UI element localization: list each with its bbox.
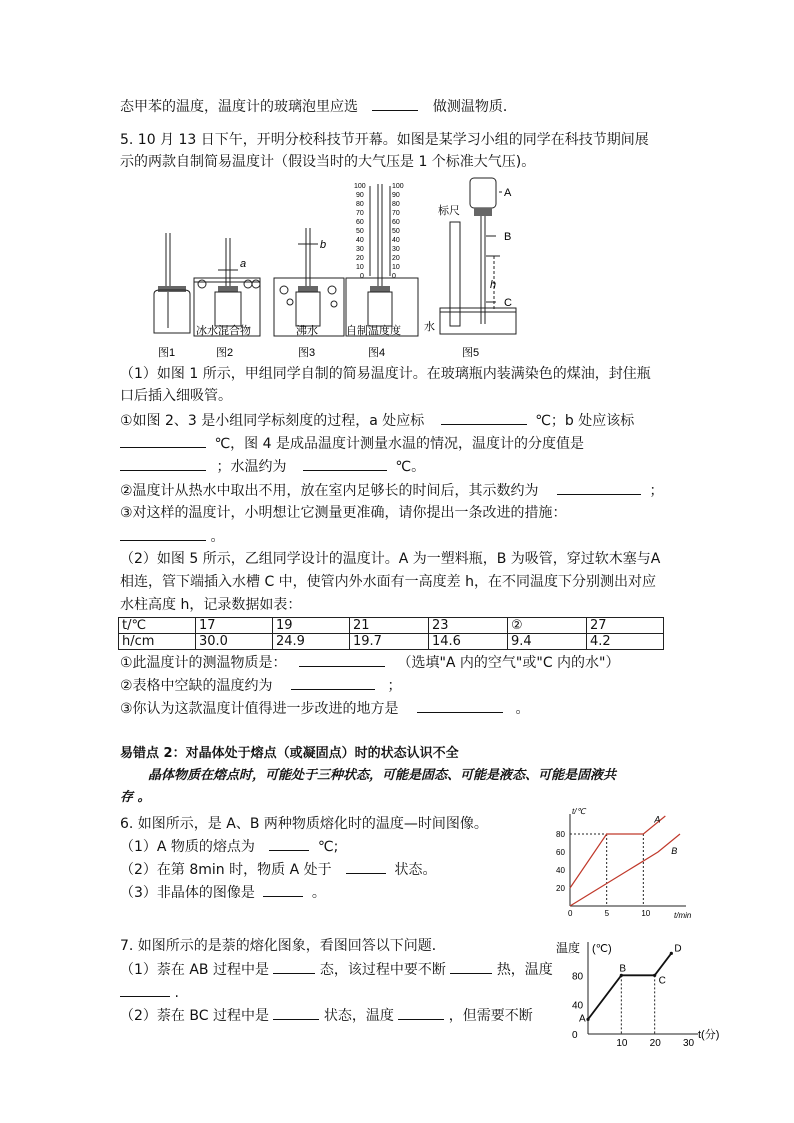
sub-3-cont — [120, 526, 224, 547]
table-cell: t/℃ — [119, 618, 196, 634]
text: （2）在第 8min 时，物质 A 处于 — [120, 862, 332, 878]
chart-naphthalene — [556, 938, 720, 1050]
text: （选填"A 内的空气"或"C 内的水"） — [397, 655, 620, 671]
answer-blank[interactable] — [450, 959, 492, 974]
x-tick-label: 30 — [683, 1038, 695, 1049]
x-tick-label: 5 — [604, 909, 610, 918]
svg-text:80: 80 — [356, 201, 364, 208]
label-water: 水 — [424, 321, 435, 333]
q7-1-cont — [120, 982, 179, 1003]
sub-3: ③对这样的温度计，小明想让它测量更准确，请你提出一条改进的措施： — [120, 505, 567, 521]
y-tick-label: 60 — [556, 848, 565, 857]
table-cell: 19 — [273, 618, 350, 634]
thermometer-figures — [150, 178, 530, 362]
table-cell: 17 — [196, 618, 273, 634]
q7-1 — [120, 959, 553, 980]
label-h: h — [490, 279, 497, 291]
answer-blank[interactable] — [120, 433, 206, 448]
text: ； — [649, 483, 664, 499]
x-tick-label: 0 — [568, 909, 573, 918]
point-label: B — [619, 963, 627, 975]
svg-text:90: 90 — [392, 192, 400, 199]
figure-3 — [274, 228, 344, 336]
figure-1 — [154, 233, 190, 333]
svg-text:70: 70 — [392, 210, 400, 217]
part-1: （1）如图 1 所示，甲组同学自制的简易温度计。在玻璃瓶内装满染色的煤油，封住瓶 — [120, 366, 651, 382]
caption-fig2: 图2 — [216, 347, 234, 359]
text: 做测温物质． — [432, 99, 517, 115]
label-b: b — [320, 239, 327, 251]
hint-body: 晶体物质在熔点时，可能处于三种状态，可能是固态、可能是液态、可能是固液共 — [148, 768, 617, 783]
series-label-B: B — [671, 845, 678, 856]
caption-fig5: 图5 — [462, 347, 480, 359]
table-cell: h/cm — [119, 634, 196, 650]
text: ； — [387, 678, 402, 694]
x-tick-label: 20 — [649, 1038, 661, 1049]
svg-text:20: 20 — [356, 255, 364, 262]
y-axis-label: t/℃ — [572, 807, 586, 816]
point-label: D — [674, 943, 682, 955]
text: ℃; — [317, 839, 339, 855]
chart-6-plot — [556, 807, 692, 920]
figure-2 — [194, 238, 260, 336]
table-row — [119, 634, 664, 650]
table-cell: 21 — [350, 618, 429, 634]
answer-blank[interactable] — [273, 959, 315, 974]
point-label: C — [658, 975, 666, 987]
x-axis-label: t/min — [674, 911, 692, 920]
svg-text:90: 90 — [356, 192, 364, 199]
q6-2 — [120, 859, 437, 880]
table-cell: 4.2 — [587, 634, 664, 650]
y-tick-label: 80 — [556, 830, 565, 839]
y-tick-label: 80 — [572, 971, 584, 983]
text: ②表格中空缺的温度约为 — [120, 678, 273, 694]
y-axis-unit: (℃) — [592, 943, 612, 955]
answer-blank[interactable] — [398, 1005, 444, 1020]
text: （2）萘在 BC 过程中是 — [120, 1008, 269, 1024]
svg-text:0: 0 — [392, 273, 396, 280]
svg-text:100: 100 — [392, 183, 404, 190]
sub-1-cont2 — [120, 456, 425, 477]
text: 。 — [210, 529, 225, 545]
caption-fig1: 图1 — [158, 347, 176, 359]
text: 热，温度 — [496, 962, 553, 978]
answer-blank[interactable] — [120, 982, 170, 997]
label-C: C — [504, 297, 512, 309]
data-point — [586, 1018, 589, 1021]
text: 态甲苯的温度，温度计的玻璃泡里应选 — [120, 99, 358, 115]
answer-blank[interactable] — [120, 456, 206, 471]
q6-1 — [120, 836, 338, 857]
svg-text:60: 60 — [356, 219, 364, 226]
text: （1）萘在 AB 过程中是 — [120, 962, 269, 978]
y-tick-label: 0 — [572, 1030, 578, 1041]
svg-text:100: 100 — [354, 183, 366, 190]
svg-text:20: 20 — [392, 255, 400, 262]
answer-blank[interactable] — [372, 96, 418, 111]
figure-4 — [346, 183, 418, 336]
answer-blank[interactable] — [346, 859, 386, 874]
svg-text:50: 50 — [356, 228, 364, 235]
q7-2 — [120, 1005, 533, 1026]
y-tick-label: 40 — [556, 866, 565, 875]
svg-text:40: 40 — [356, 237, 364, 244]
x-tick-label: 10 — [616, 1038, 628, 1049]
text: （1）A 物质的熔点为 — [120, 839, 255, 855]
text: 态，该过程中要不断 — [319, 962, 446, 978]
text: ③你认为这款温度计值得进一步改进的地方是 — [120, 701, 399, 717]
answer-blank[interactable] — [299, 652, 385, 667]
figure-5 — [424, 178, 516, 334]
svg-text:80: 80 — [392, 201, 400, 208]
answer-blank[interactable] — [269, 836, 309, 851]
answer-blank[interactable] — [557, 480, 641, 495]
table-cell: ② — [508, 618, 587, 634]
caption-self-scale: 自制温度度 — [346, 325, 401, 337]
table-cell: 9.4 — [508, 634, 587, 650]
x-axis-label: t(分) — [698, 1029, 720, 1041]
t-sub-2 — [120, 675, 401, 696]
label-B: B — [504, 231, 512, 243]
svg-text:60: 60 — [392, 219, 400, 226]
text: . — [174, 985, 179, 1001]
label-a: a — [240, 258, 247, 270]
svg-text:40: 40 — [392, 237, 400, 244]
caption-fig4: 图4 — [368, 347, 386, 359]
x-tick-label: 10 — [641, 909, 651, 918]
question-6: 6. 如图所示，是 A、B 两种物质熔化时的温度—时间图像。 — [120, 816, 488, 832]
answer-blank[interactable] — [120, 526, 206, 541]
text: ℃；b 处应该标 — [535, 413, 635, 429]
text: ①此温度计的测温物质是： — [120, 655, 287, 671]
text: 状态，温度 — [323, 1008, 394, 1024]
text: ②温度计从热水中取出不用，放在室内足够长的时间后，其示数约为 — [120, 483, 539, 499]
sub-2 — [120, 480, 663, 501]
text: ℃，图 4 是成品温度计测量水温的情况，温度计的分度值是 — [214, 436, 584, 452]
answer-blank[interactable] — [303, 456, 387, 471]
table-cell: 24.9 — [273, 634, 350, 650]
svg-text:50: 50 — [392, 228, 400, 235]
label-ruler: 标尺 — [438, 205, 460, 217]
series-line-B — [570, 834, 680, 906]
answer-blank[interactable] — [263, 882, 303, 897]
data-table — [118, 617, 664, 650]
y-tick-label: 40 — [572, 1000, 584, 1012]
text: ，但需要不断 — [448, 1008, 533, 1024]
text: ；水温约为 — [216, 459, 287, 475]
part-1-cont: 口后插入细吸管。 — [120, 388, 232, 404]
part-2-cont: 相连，管下端插入水槽 C 中，使管内外水面有一高度差 h，在不同温度下分别测出对应 — [120, 574, 656, 590]
sub-1 — [120, 410, 634, 431]
chart-7-plot — [556, 940, 719, 1049]
caption-fig3: 图3 — [298, 347, 316, 359]
svg-text:10: 10 — [356, 264, 364, 271]
part-2: （2）如图 5 所示，乙组同学设计的温度计。A 为一塑料瓶，B 为吸管，穿过软木塞与A — [120, 551, 661, 567]
svg-text:30: 30 — [356, 246, 364, 253]
y-axis-label: 温度 — [556, 941, 581, 955]
svg-text:70: 70 — [356, 210, 364, 217]
question-5-cont: 示的两款自制简易温度计（假设当时的大气压是 1 个标准大气压)。 — [120, 154, 536, 170]
t-sub-3 — [120, 698, 529, 719]
caption-ice-water: 冰水混合物 — [196, 325, 251, 337]
table-row — [119, 618, 664, 634]
answer-blank[interactable] — [291, 675, 375, 690]
answer-blank[interactable] — [273, 1005, 319, 1020]
data-point — [653, 974, 656, 977]
data-point — [670, 952, 673, 955]
hint-title: 易错点 2：对晶体处于熔点（或凝固点）时的状态认识不全 — [120, 746, 459, 761]
svg-text:10: 10 — [392, 264, 400, 271]
caption-boiling: 沸水 — [296, 325, 318, 337]
series-label-A: A — [654, 814, 661, 825]
answer-blank[interactable] — [441, 410, 527, 425]
question-7: 7. 如图所示的是萘的熔化图象，看图回答以下问题． — [120, 938, 446, 954]
table-cell: 14.6 — [429, 634, 508, 650]
table-cell: 30.0 — [196, 634, 273, 650]
y-tick-label: 20 — [556, 884, 565, 893]
sub-1-cont — [120, 433, 584, 454]
label-A: A — [504, 187, 512, 199]
hint-body-cont: 存 。 — [120, 790, 151, 805]
table-cell: 23 — [429, 618, 508, 634]
text: （3）非晶体的图像是 — [120, 885, 255, 901]
q6-3 — [120, 882, 326, 903]
text: 状态。 — [394, 862, 437, 878]
part-2-cont2: 水柱高度 h，记录数据如表： — [120, 597, 302, 613]
point-label: A — [579, 1013, 586, 1025]
question-5: 5. 10 月 13 日下午，开明分校科技节开幕。如图是某学习小组的同学在科技节期间展 — [120, 132, 649, 148]
text: ①如图 2、3 是小组同学标刻度的过程，a 处应标 — [120, 413, 425, 429]
table-cell: 27 — [587, 618, 664, 634]
t-sub-1 — [120, 652, 619, 673]
table-cell: 19.7 — [350, 634, 429, 650]
text: ℃。 — [395, 459, 426, 475]
svg-text:30: 30 — [392, 246, 400, 253]
svg-text:0: 0 — [360, 273, 364, 280]
text: 。 — [515, 701, 530, 717]
text-line — [120, 96, 517, 117]
chart-melting-ab — [548, 806, 698, 920]
text: 。 — [311, 885, 326, 901]
answer-blank[interactable] — [417, 698, 503, 713]
